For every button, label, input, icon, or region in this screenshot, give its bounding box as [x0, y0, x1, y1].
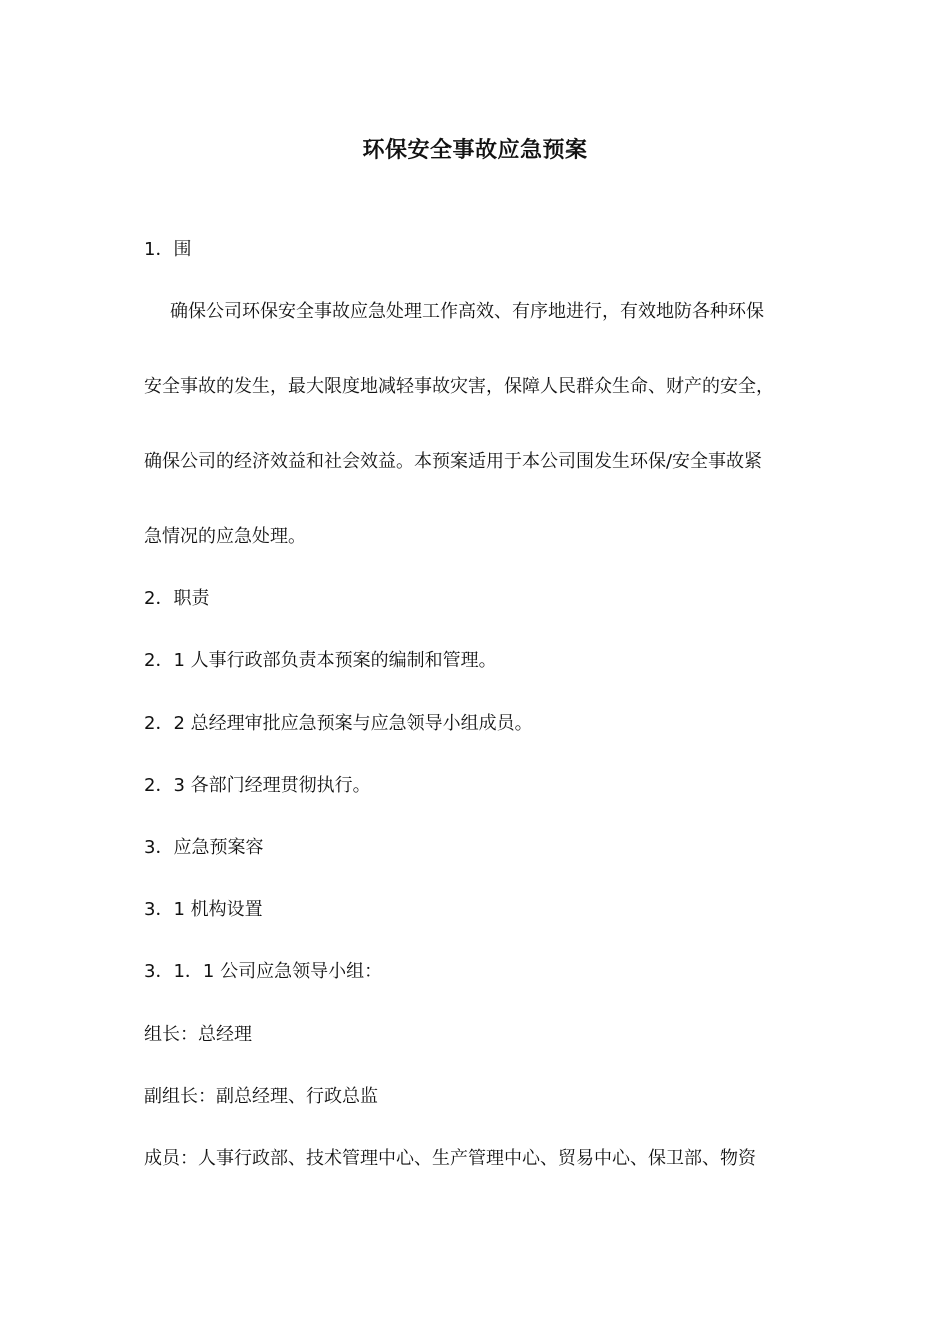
deputy-leader-line: 副组长：副总经理、行政总监 [144, 1086, 378, 1107]
paragraph-line-2: 安全事故的发生，最大限度地减轻事故灾害，保障人民群众生命、财产的安全， [144, 376, 774, 397]
section-3-heading: 3．应急预案容 [144, 837, 264, 858]
section-2-1: 2．1 人事行政部负责本预案的编制和管理。 [144, 650, 497, 671]
paragraph-line-4: 急情况的应急处理。 [144, 526, 306, 547]
section-3-1-1: 3．1．1 公司应急领导小组： [144, 961, 383, 982]
leader-line: 组长：总经理 [144, 1024, 252, 1045]
paragraph-line-3: 确保公司的经济效益和社会效益。本预案适用于本公司围发生环保/安全事故紧 [144, 451, 763, 472]
section-2-3: 2．3 各部门经理贯彻执行。 [144, 775, 371, 796]
section-3-1: 3．1 机构设置 [144, 899, 263, 920]
members-line: 成员：人事行政部、技术管理中心、生产管理中心、贸易中心、保卫部、物资 [144, 1148, 756, 1169]
section-2-2: 2．2 总经理审批应急预案与应急领导小组成员。 [144, 713, 533, 734]
document-title: 环保安全事故应急预案 [362, 138, 588, 163]
paragraph-line-1: 确保公司环保安全事故应急处理工作高效、有序地进行，有效地防各种环保 [170, 301, 764, 322]
section-2-heading: 2．职责 [144, 588, 210, 609]
section-1-heading: 1．围 [144, 239, 192, 260]
